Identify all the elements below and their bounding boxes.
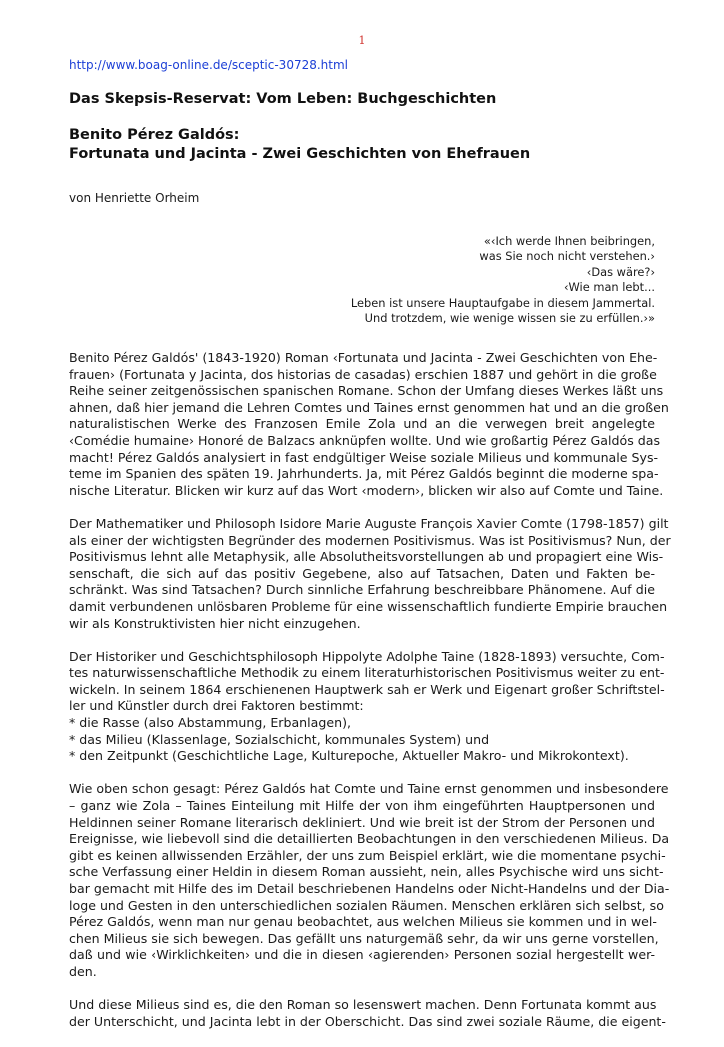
text-line: * die Rasse (also Abstammung, Erbanlagen), (69, 715, 352, 731)
book-title-heading: Fortunata und Jacinta - Zwei Geschichten von Ehefrauen (69, 146, 531, 162)
epigraph-line: ‹Wie man lebt... (563, 280, 655, 295)
epigraph-line: Und trotzdem, wie wenige wissen sie zu erfüllen.›» (364, 311, 655, 326)
text-line: Benito Pérez Galdós' (1843-1920) Roman ‹Fortunata und Jacinta - Zwei Geschichten von Ehe- (69, 350, 658, 365)
text-line: tes naturwissenschaftliche Methodik zu einem literaturhistorischen Positivismus weiter zu ent- (69, 665, 665, 681)
text-line: Pérez Galdós, wenn man nur genau beobachtet, aus welchen Milieus sie kommen und in wel- (69, 914, 657, 930)
text-line: ‹Comédie humaine› Honoré de Balzacs anknüpfen wollte. Und wie großartig Pérez Galdós das (69, 432, 661, 448)
text-line: sche Verfassung einer Heldin in diesem Roman aussieht, nein, alles Psychische wird uns sicht- (69, 864, 664, 880)
text-line: wir als Konstruktivisten hier nicht einzugehen. (69, 615, 361, 631)
epigraph-quote (351, 234, 655, 326)
article-body (69, 350, 671, 1047)
paragraph (69, 997, 666, 1030)
page-number: 1 (358, 34, 366, 47)
text-line: teme im Spanien des späten 19. Jahrhunderts. Ja, mit Pérez Galdós beginnt die moderne spa- (69, 466, 659, 482)
text-line: Ereignisse, wie liebevoll sind die detaillierten Beobachtungen in den verschiedenen Milieus. Da (69, 831, 670, 847)
book-title (69, 126, 530, 164)
epigraph-line: was Sie noch nicht verstehen.› (479, 249, 655, 264)
text-line: als einer der wichtigsten Begründer des modernen Positivismus. Was ist Positivismus? Nun, der (69, 532, 671, 548)
text-line: * das Milieu (Klassenlage, Sozialschicht, kommunales System) und (69, 731, 490, 747)
section-title: Das Skepsis-Reservat: Vom Leben: Buchgeschichten (69, 91, 497, 107)
text-line: der Unterschicht, und Jacinta lebt in der Oberschicht. Das sind zwei soziale Räume, die eigent- (69, 1013, 666, 1029)
text-line: Der Historiker und Geschichtsphilosoph Hippolyte Adolphe Taine (1828-1893) versuchte, Com- (69, 648, 665, 664)
text-line: * den Zeitpunkt (Geschichtliche Lage, Kulturepoche, Aktueller Makro- und Mikrokontext). (69, 748, 629, 764)
text-line: wickeln. In seinem 1864 erschienenen Hauptwerk sah er Werk und Eigenart großer Schriftstel- (69, 681, 665, 697)
epigraph-line: ‹Das wäre?› (586, 264, 655, 279)
paragraph (69, 515, 671, 632)
text-line: Wie oben schon gesagt: Pérez Galdós hat Comte und Taine ernst genommen und insbesondere (69, 781, 669, 797)
text-line: loge und Gesten in den unterschiedlichen sozialen Räumen. Menschen erklären sich selbst, so (69, 897, 664, 913)
text-line: daß und wie ‹Wirklichkeiten› und die in diesen ‹agierenden› Personen sozial hergestellt wer- (69, 947, 655, 963)
text-line: Der Mathematiker und Philosoph Isidore Marie Auguste François Xavier Comte (1798-1857) gilt (69, 515, 669, 531)
article-author: von Henriette Orheim (69, 191, 200, 205)
paragraph (69, 781, 670, 980)
paragraph (69, 350, 669, 499)
epigraph-line: «‹Ich werde Ihnen beibringen, (483, 234, 655, 248)
text-line: Heldinnen seiner Romane literarisch dekliniert. Und wie breit ist der Strom der Personen und (69, 814, 655, 830)
text-line: – ganz wie Zola – Taines Einteilung mit Hilfe der von ihm eingeführten Hauptpersonen und (69, 798, 655, 814)
text-line: senschaft, die sich auf das positiv Gegebene, also auf Tatsachen, Daten und Fakten be- (69, 565, 655, 581)
book-author-heading: Benito Pérez Galdós: (69, 127, 240, 143)
text-line: bar gemacht mit Hilfe des im Detail beschriebenen Handelns oder Nicht-Handelns und der Dia- (69, 881, 670, 896)
text-line: schränkt. Was sind Tatsachen? Durch sinnliche Erfahrung beschreibbare Phänomene. Auf die (69, 582, 655, 598)
text-line: den. (69, 963, 97, 979)
text-line: Und diese Milieus sind es, die den Roman so lesenswert machen. Denn Fortunata kommt aus (69, 997, 657, 1013)
text-line: damit verbundenen unlösbaren Probleme für eine wissenschaftlich fundierte Empirie brauchen (69, 598, 668, 614)
text-line: nische Literatur. Blicken wir kurz auf das Wort ‹modern›, blicken wir also auf Comte und Taine. (69, 482, 664, 498)
text-line: ler und Künstler durch drei Faktoren bestimmt: (69, 698, 364, 714)
text-line: Positivismus lehnt alle Metaphysik, alle Absolutheitsvorstellungen ab und propagiert eine Wis- (69, 549, 664, 565)
text-line: ahnen, daß hier jemand die Lehren Comtes und Taines ernst genommen hat und an die großen (69, 399, 669, 415)
text-line: chen Milieus sie sich bewegen. Das gefällt uns naturgemäß sehr, da wir uns gerne vorstellen, (69, 930, 659, 946)
text-line: macht! Pérez Galdós analysiert in fast endgültiger Weise soziale Milieus und kommunale Sys- (69, 449, 659, 465)
text-line: gibt es keinen allwissenden Erzähler, der uns zum Beispiel erklärt, wie die momentane psychi- (69, 847, 666, 863)
text-line: Reihe seiner zeitgenössischen spanischen Romane. Schon der Umfang dieses Werkes läßt uns (69, 383, 664, 399)
text-line: frauen› (Fortunata y Jacinta, dos historias de casadas) erschien 1887 und gehört in die große (69, 366, 657, 382)
text-line: naturalistischen Werke des Franzosen Emile Zola und an die verwegen breit angelegte (69, 416, 655, 432)
source-url-link[interactable]: http://www.boag-online.de/sceptic-30728.html (69, 58, 348, 72)
epigraph-line: Leben ist unsere Hauptaufgabe in diesem Jammertal. (350, 295, 655, 310)
paragraph (69, 648, 665, 765)
